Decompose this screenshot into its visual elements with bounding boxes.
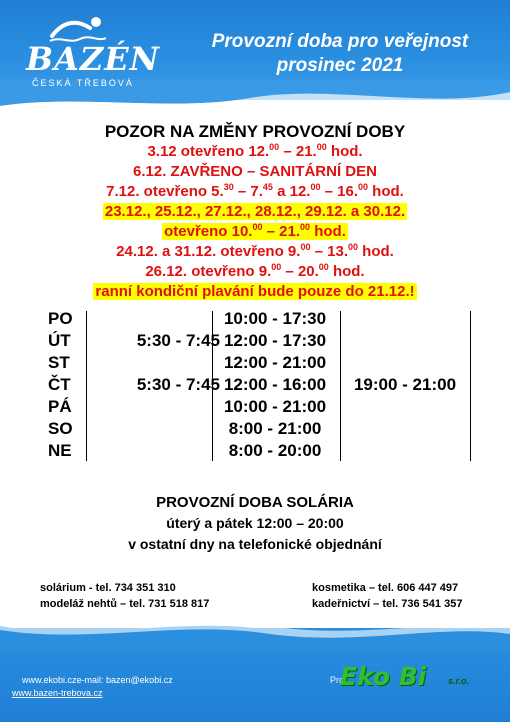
logo-wordmark: BAZÉN bbox=[26, 40, 160, 78]
page-title bbox=[170, 30, 510, 78]
footer-web-email: www.ekobi.cze-mail: bazen@ekobi.cz bbox=[22, 675, 173, 685]
notice-line-4: 23.12., 25.12., 27.12., 28.12., 29.12. a 30.12. bbox=[104, 203, 406, 220]
contact-hairdresser: kadeřnictví – tel. 736 541 357 bbox=[312, 598, 463, 610]
notice-line-2: 6.12. ZAVŘENO – SANITÁRNÍ DEN bbox=[133, 163, 377, 180]
table-row bbox=[42, 419, 472, 441]
afternoon-cell: 12:00 - 17:30 bbox=[223, 331, 327, 350]
contact-nails: modeláž nehtů – tel. 731 518 817 bbox=[40, 598, 210, 610]
day-cell: NE bbox=[48, 441, 72, 460]
afternoon-cell: 12:00 - 21:00 bbox=[223, 353, 327, 372]
notice-line-5: otevřeno 10.00 – 21.00 hod. bbox=[164, 222, 346, 240]
contact-solarium: solárium - tel. 734 351 310 bbox=[40, 582, 176, 594]
notice-line-8: ranní kondiční plavání bude pouze do 21.12.! bbox=[95, 283, 415, 300]
day-cell: PO bbox=[48, 309, 73, 328]
notice-line-3: 7.12. otevřeno 5.30 – 7.45 a 12.00 – 16.00 hod. bbox=[106, 182, 404, 200]
title-line-2: prosinec 2021 bbox=[276, 55, 404, 76]
evening-cell: 19:00 - 21:00 bbox=[353, 375, 457, 394]
contacts-left bbox=[40, 580, 209, 612]
table-row bbox=[42, 441, 472, 463]
notice-line-1: 3.12 otevřeno 12.00 – 21.00 hod. bbox=[147, 142, 363, 160]
solarium-hours: úterý a pátek 12:00 – 20:00 bbox=[166, 515, 344, 531]
day-cell: ST bbox=[48, 353, 70, 372]
morning-cell: 5:30 - 7:45 bbox=[136, 375, 220, 394]
ekobi-logo bbox=[338, 660, 468, 694]
day-cell: SO bbox=[48, 419, 73, 438]
table-row bbox=[42, 309, 472, 331]
day-cell: PÁ bbox=[48, 397, 72, 416]
table-row bbox=[42, 331, 472, 353]
title-line-1: Provozní doba pro veřejnost bbox=[211, 31, 469, 52]
solarium-block bbox=[0, 492, 510, 555]
afternoon-cell: 12:00 - 16:00 bbox=[223, 375, 327, 394]
afternoon-cell: 10:00 - 17:30 bbox=[223, 309, 327, 328]
notice-line-7: 26.12. otevřeno 9.00 – 20.00 hod. bbox=[145, 262, 365, 280]
logo-subtitle: ČESKÁ TŘEBOVÁ bbox=[32, 78, 134, 88]
morning-cell: 5:30 - 7:45 bbox=[136, 331, 220, 350]
ekobi-suffix: s.r.o. bbox=[448, 676, 470, 686]
contact-cosmetics: kosmetika – tel. 606 447 497 bbox=[312, 582, 459, 594]
ekobi-brand: Eko Bi bbox=[340, 662, 427, 691]
footer-sponsor-text: Pro bbox=[330, 675, 345, 685]
afternoon-cell: 8:00 - 21:00 bbox=[228, 419, 322, 438]
bazen-logo bbox=[18, 12, 160, 90]
footer-website-link[interactable]: www.bazen-trebova.cz bbox=[12, 688, 103, 698]
afternoon-cell: 8:00 - 20:00 bbox=[228, 441, 322, 460]
schedule-table bbox=[42, 307, 472, 462]
afternoon-cell: 10:00 - 21:00 bbox=[223, 397, 327, 416]
footer-wave-decoration bbox=[0, 612, 510, 652]
day-cell: ÚT bbox=[48, 331, 71, 350]
table-row bbox=[42, 375, 472, 397]
notice-block bbox=[0, 122, 510, 302]
notice-title: POZOR NA ZMĚNY PROVOZNÍ DOBY bbox=[104, 122, 406, 141]
day-cell: ČT bbox=[48, 375, 71, 394]
notice-line-6: 24.12. a 31.12. otevřeno 9.00 – 13.00 hod. bbox=[116, 242, 394, 260]
table-row bbox=[42, 397, 472, 419]
contacts-right bbox=[312, 580, 462, 612]
solarium-note: v ostatní dny na telefonické objednání bbox=[128, 536, 382, 552]
table-row bbox=[42, 353, 472, 375]
solarium-title: PROVOZNÍ DOBA SOLÁRIA bbox=[156, 494, 354, 511]
